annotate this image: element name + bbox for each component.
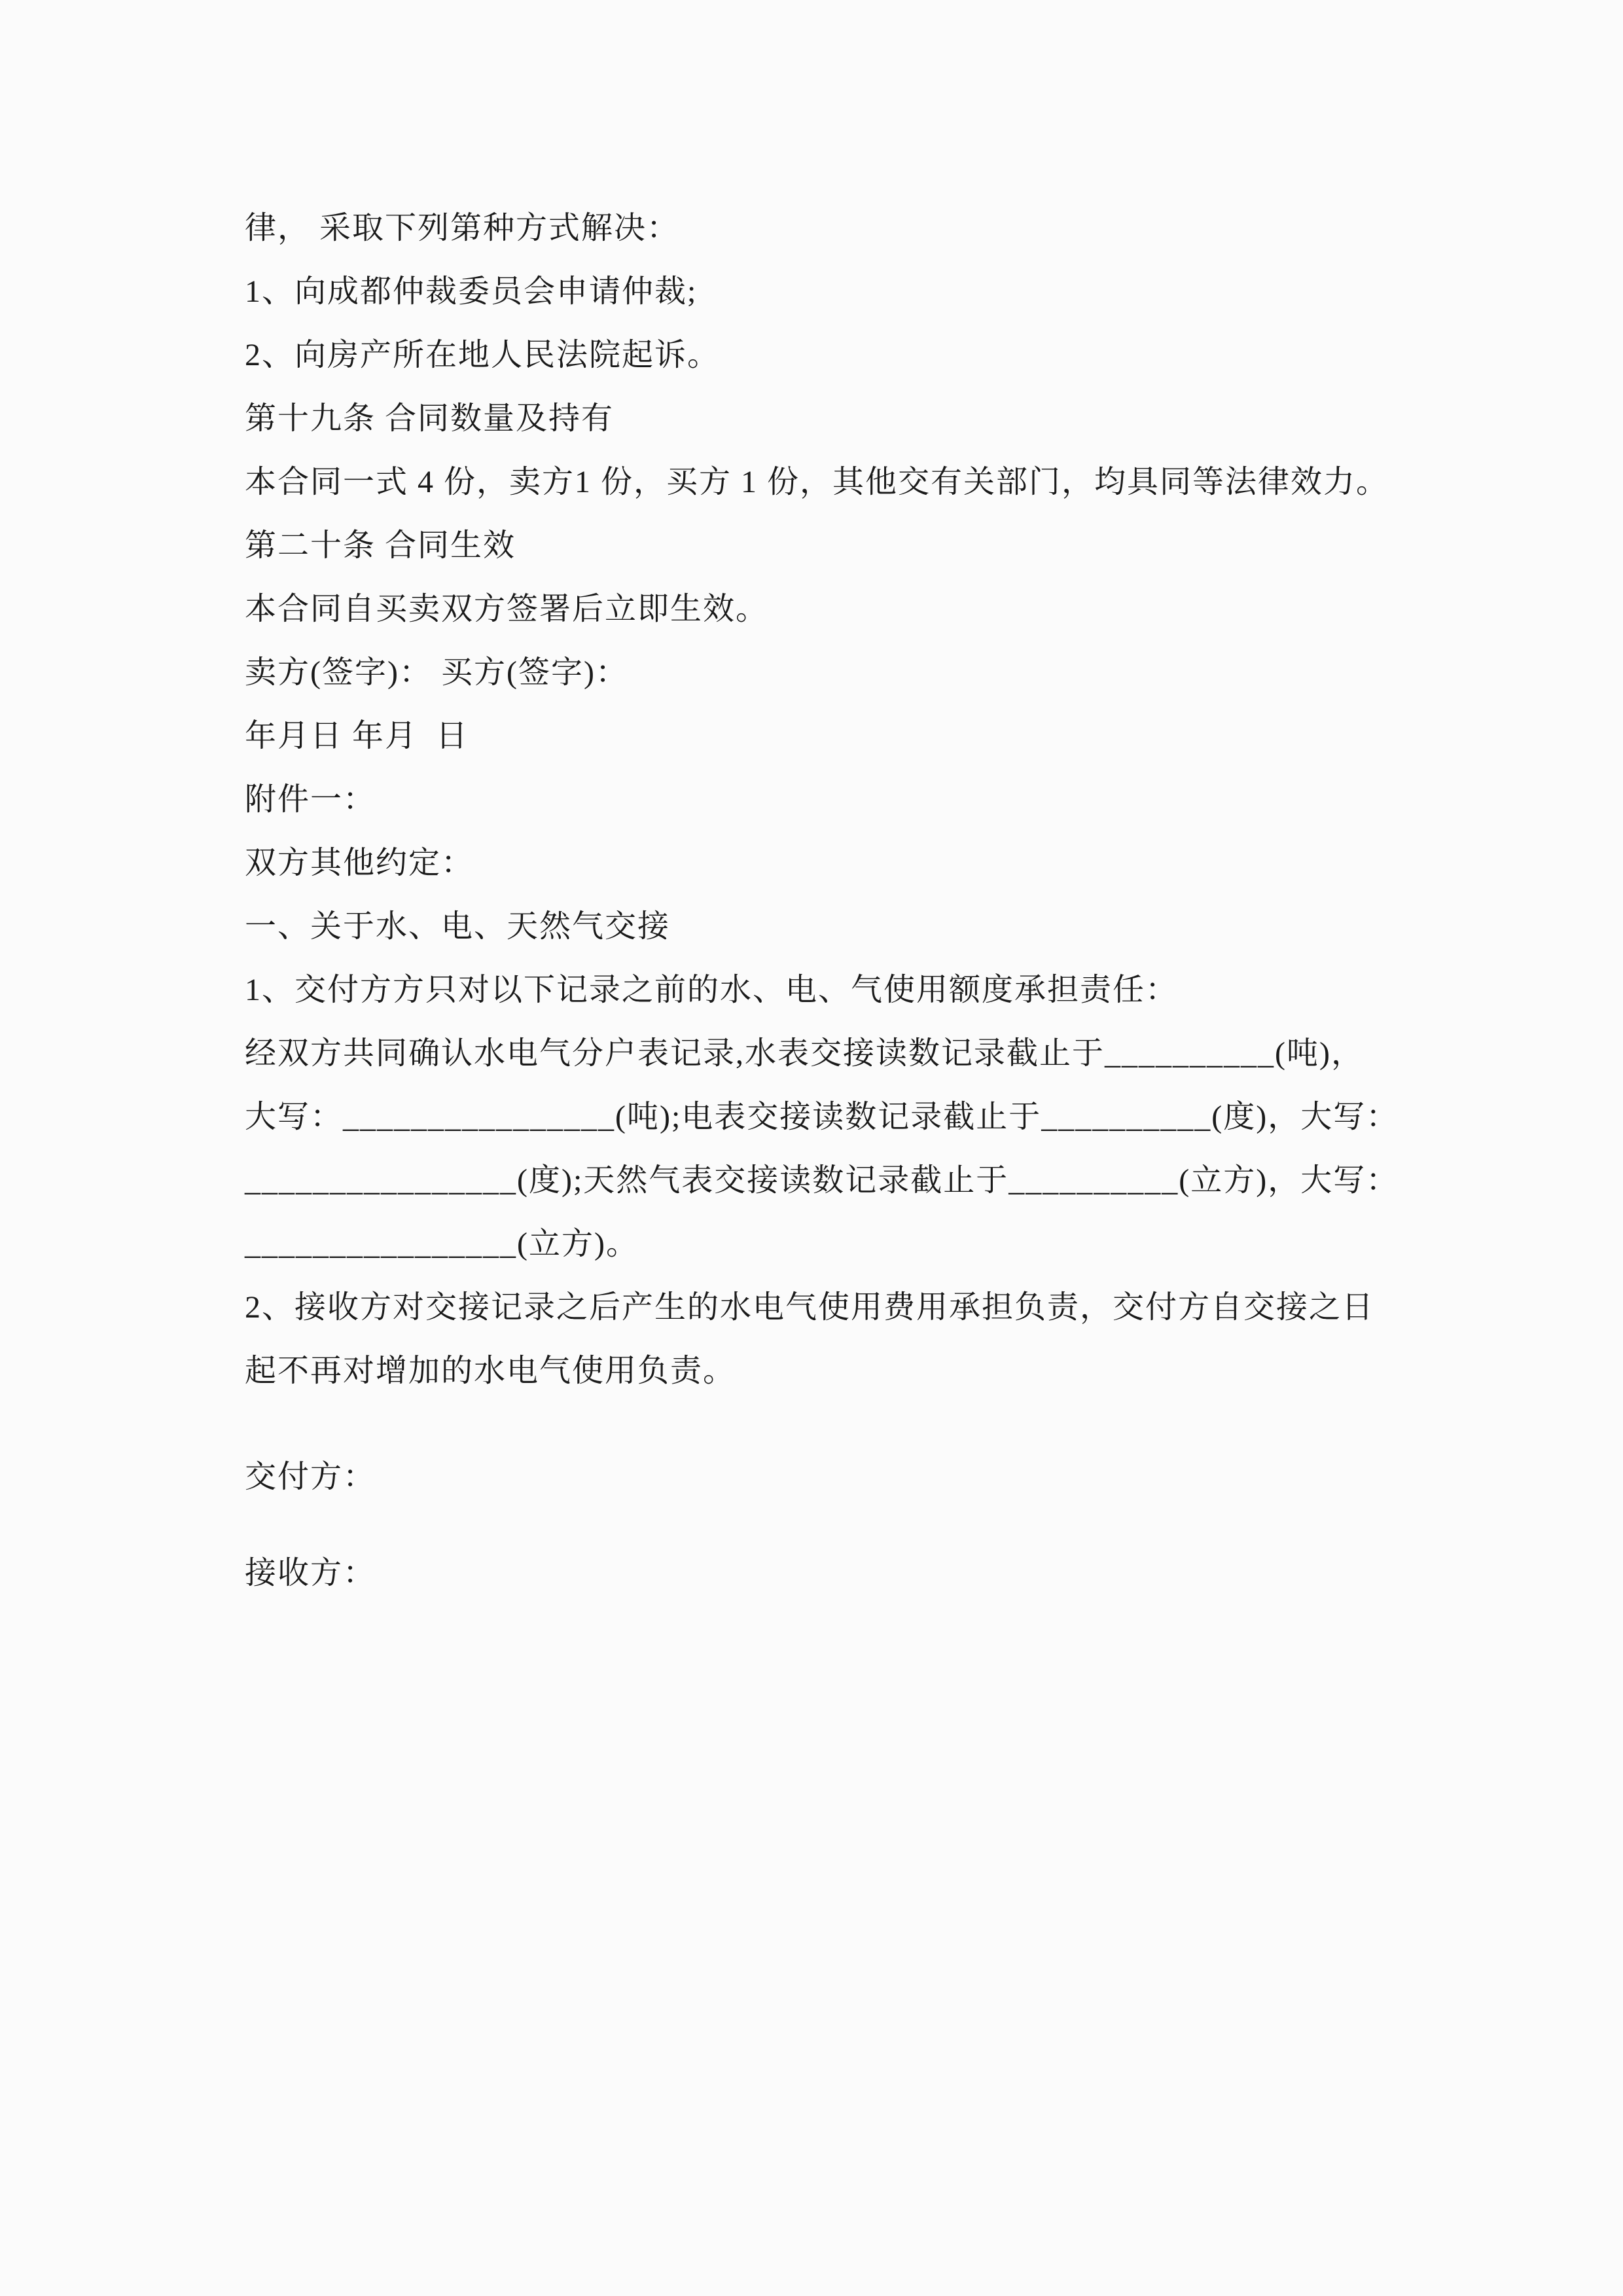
signature-labels: 卖方(签字)： 买方(签字)： <box>245 655 628 690</box>
list-item-arbitration: 1、向成都仲裁委员会申请仲裁; <box>245 274 698 309</box>
dispute-resolution-intro: 律， 采取下列第种方式解决： <box>245 211 680 245</box>
utilities-item-2-line-1: 2、接收方对交接记录之后产生的水电气使用费用承担负责，交付方自交接之日 <box>245 1290 1375 1325</box>
date-labels: 年月日 年月 日 <box>245 719 469 753</box>
receiver-label: 接收方： <box>245 1556 376 1590</box>
attachment-one-heading: 附件一： <box>245 782 376 817</box>
clause-19-heading: 第十九条 合同数量及持有 <box>245 401 615 436</box>
meter-readings-line-2-electric: 大写：________________(吨);电表交接读数记录截止于__________(度)，大写： <box>245 1100 1399 1134</box>
clause-19-body: 本合同一式 4 份，卖方1 份，买方 1 份，其他交有关部门，均具同等法律效力。 <box>245 465 1389 499</box>
clause-20-heading: 第二十条 合同生效 <box>245 528 516 563</box>
deliverer-label: 交付方： <box>245 1460 376 1494</box>
meter-readings-line-3-gas: ________________(度);天然气表交接读数记录截止于__________(立方)，大写： <box>245 1163 1399 1198</box>
utilities-item-2-line-2: 起不再对增加的水电气使用负责。 <box>245 1354 736 1388</box>
utilities-handover-heading: 一、关于水、电、天然气交接 <box>245 909 671 944</box>
utilities-item-1: 1、交付方方只对以下记录之前的水、电、气使用额度承担责任： <box>245 973 1179 1007</box>
list-item-court-lawsuit: 2、向房产所在地人民法院起诉。 <box>245 338 721 372</box>
meter-readings-line-4-end: ________________(立方)。 <box>245 1227 639 1261</box>
meter-readings-line-1-water: 经双方共同确认水电气分户表记录,水表交接读数记录截止于__________(吨)， <box>245 1036 1364 1071</box>
other-agreements-heading: 双方其他约定： <box>245 846 474 880</box>
clause-20-body: 本合同自买卖双方签署后立即生效。 <box>245 592 769 626</box>
